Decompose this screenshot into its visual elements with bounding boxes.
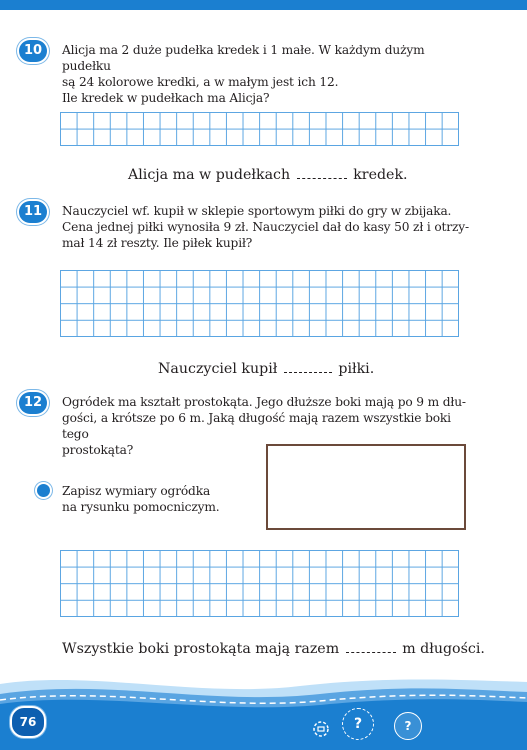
hint-bullet-icon xyxy=(37,484,50,497)
page-number-badge: 76 xyxy=(10,706,46,738)
task-line: gości, a krótsze po 6 m. Jaką długość mają razem wszystkie boki tego xyxy=(62,411,451,441)
top-color-band xyxy=(0,0,527,10)
task-number-badge: 12 xyxy=(19,392,47,414)
answer-sentence xyxy=(128,166,408,183)
answer-blank[interactable] xyxy=(297,166,347,179)
task-number-badge: 10 xyxy=(19,40,47,62)
wave-illustration xyxy=(0,672,527,750)
lightbulb-icon xyxy=(310,718,332,740)
answer-text-after: piłki. xyxy=(338,361,375,377)
task-line: mał 14 zł reszty. Ile piłek kupił? xyxy=(62,236,253,250)
answer-text-before: Wszystkie boki prostokąta mają razem xyxy=(62,641,340,657)
task-line: Alicja ma 2 duże pudełka kredek i 1 małe. W każdym dużym pudełku xyxy=(62,43,425,73)
answer-sentence xyxy=(62,640,485,657)
hint-text xyxy=(62,483,252,515)
task-line: prostokąta? xyxy=(62,443,134,457)
helper-rectangle-drawing[interactable] xyxy=(266,444,466,530)
task-number-badge: 11 xyxy=(19,201,47,223)
squared-answer-grid[interactable] xyxy=(60,550,459,617)
answer-sentence xyxy=(158,360,374,377)
squared-answer-grid[interactable] xyxy=(60,112,459,146)
hint-line: na rysunku pomocniczym. xyxy=(62,500,220,514)
task-text xyxy=(62,203,472,251)
answer-blank[interactable] xyxy=(346,640,396,653)
answer-text-after: kredek. xyxy=(353,167,408,183)
answer-text-before: Alicja ma w pudełkach xyxy=(128,167,291,183)
squared-answer-grid[interactable] xyxy=(60,270,459,337)
task-text xyxy=(62,42,472,106)
footer-wave xyxy=(0,672,527,750)
question-mark-icon: ? xyxy=(342,708,374,740)
task-line: są 24 kolorowe kredki, a w małym jest ich 12. xyxy=(62,75,339,89)
task-line: Cena jednej piłki wynosiła 9 zł. Nauczyciel dał do kasy 50 zł i otrzy- xyxy=(62,220,469,234)
answer-blank[interactable] xyxy=(284,360,332,373)
answer-text-before: Nauczyciel kupił xyxy=(158,361,278,377)
help-icon: ? xyxy=(394,712,422,740)
task-line: Ogródek ma kształt prostokąta. Jego dłuższe boki mają po 9 m dłu- xyxy=(62,395,466,409)
task-line: Ile kredek w pudełkach ma Alicja? xyxy=(62,91,270,105)
answer-text-after: m długości. xyxy=(402,641,485,657)
hint-line: Zapisz wymiary ogródka xyxy=(62,484,211,498)
task-line: Nauczyciel wf. kupił w sklepie sportowym piłki do gry w zbijaka. xyxy=(62,204,452,218)
